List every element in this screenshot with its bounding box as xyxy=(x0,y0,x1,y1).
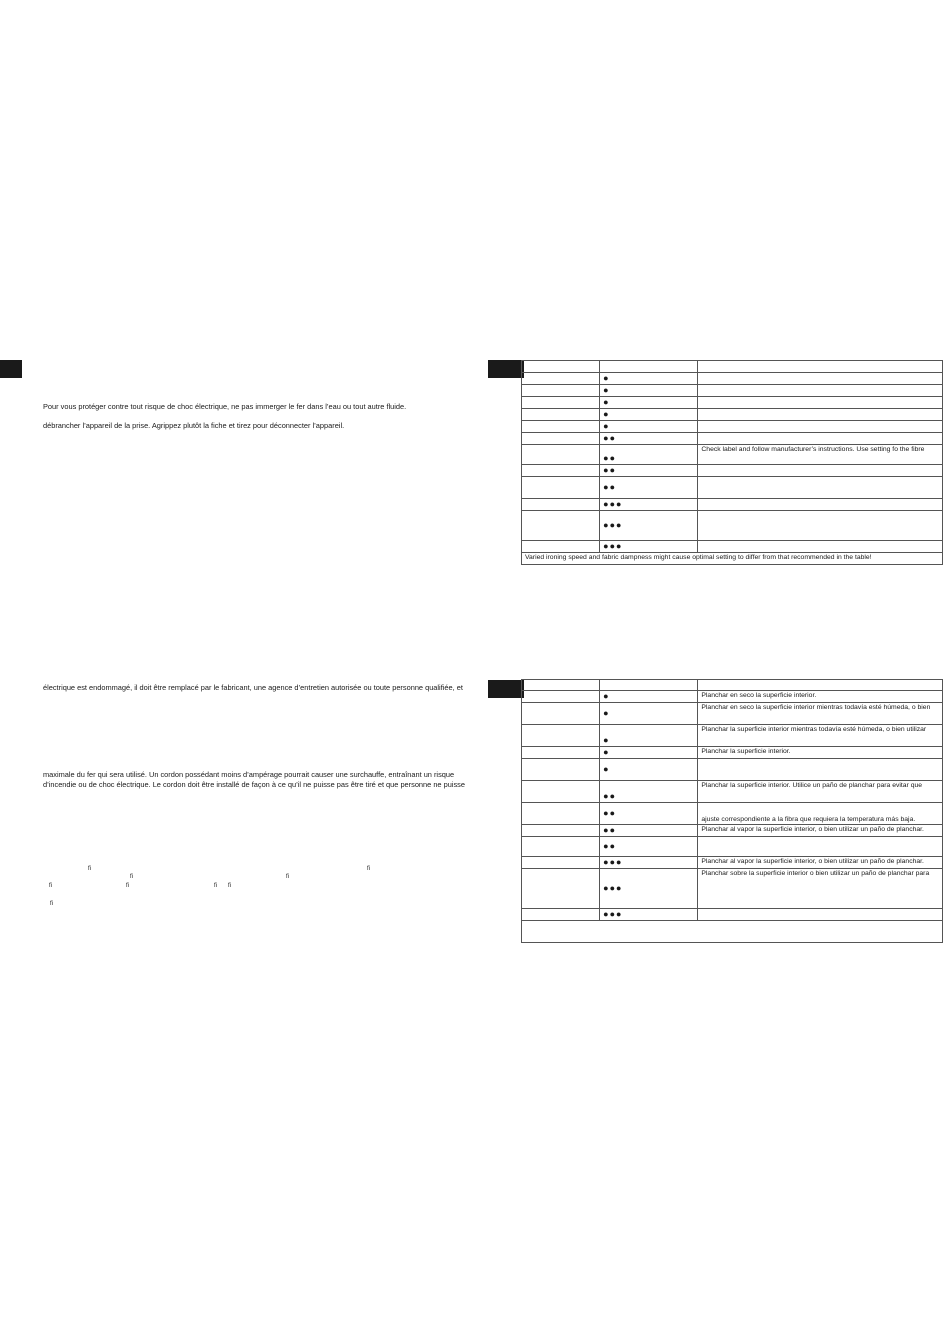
paragraph-5: d’incendie ou de choc électrique. Le cordon doit être installé de façon à ce qu’il ne puisse pas être tiré et que personne ne puisse xyxy=(43,780,465,789)
table-row xyxy=(522,703,943,725)
instruction-text: Planchar la superficie interior mientras todavía esté húmeda, o bien utilizar xyxy=(698,725,943,747)
heat-dots: ● xyxy=(603,385,610,395)
section-tab-spanish xyxy=(488,680,524,698)
heat-dots: ●● xyxy=(603,482,617,492)
instruction-text: Planchar en seco la superficie interior. xyxy=(698,691,943,703)
heat-dots: ● xyxy=(603,373,610,383)
table-footer-row xyxy=(522,553,943,565)
table-row xyxy=(522,465,943,477)
stray-ligature: ﬁ xyxy=(214,883,217,889)
table-row xyxy=(522,397,943,409)
paragraph-2: débrancher l’appareil de la prise. Agrippez plutôt la fiche et tirez pour déconnecter l’appareil. xyxy=(43,421,345,430)
heat-dots: ●● xyxy=(603,841,617,851)
paragraph-3: électrique est endommagé, il doit être remplacé par le fabricant, une agence d’entretien autorisée ou toute personne qualifiée, et xyxy=(43,683,463,692)
table-row xyxy=(522,869,943,909)
table-row xyxy=(522,445,943,465)
table-row xyxy=(522,361,943,373)
table-row xyxy=(522,499,943,511)
table-footnote: Varied ironing speed and fabric dampness might cause optimal setting to differ from that recommended in the table! xyxy=(522,553,943,565)
stray-ligature: ﬁ xyxy=(126,883,129,889)
instruction-text: Planchar al vapor la superficie interior, o bien utilizar un paño de planchar. xyxy=(698,857,943,869)
section-tab-english xyxy=(488,360,524,378)
heat-dots: ●●● xyxy=(603,541,623,551)
heat-dots: ● xyxy=(603,735,610,745)
heat-dots: ●●● xyxy=(603,520,623,530)
heat-dots: ● xyxy=(603,409,610,419)
table-row xyxy=(522,909,943,921)
table-footnote xyxy=(522,921,943,943)
instruction-text: Planchar en seco la superficie interior mientras todavía esté húmeda, o bien xyxy=(698,703,943,725)
heat-dots: ● xyxy=(603,708,610,718)
table-row xyxy=(522,825,943,837)
table-row xyxy=(522,680,943,691)
instruction-text: Planchar sobre la superficie interior o bien utilizar un paño de planchar para xyxy=(698,869,943,909)
heat-dots: ● xyxy=(603,421,610,431)
heat-dots: ● xyxy=(603,691,610,701)
stray-ligature: ﬁ xyxy=(367,866,370,872)
stray-ligature: ﬁ xyxy=(228,883,231,889)
stray-ligature: ﬁ xyxy=(130,874,133,880)
table-row xyxy=(522,373,943,385)
heat-dots: ●●● xyxy=(603,909,623,919)
heat-dots: ●● xyxy=(603,791,617,801)
table-row xyxy=(522,385,943,397)
table-row xyxy=(522,409,943,421)
paragraph-4: maximale du fer qui sera utilisé. Un cordon possédant moins d’ampérage pourrait causer une surchauffe, entraînant un risque xyxy=(43,770,455,779)
instruction-text: Planchar la superficie interior. xyxy=(698,747,943,759)
table-footer-row xyxy=(522,921,943,943)
table-row xyxy=(522,421,943,433)
heat-dots: ●●● xyxy=(603,857,623,867)
stray-ligature: ﬁ xyxy=(88,866,91,872)
heat-dots: ●● xyxy=(603,465,617,475)
ironing-table-english xyxy=(521,360,943,565)
stray-ligature: ﬁ xyxy=(49,883,52,889)
table-row xyxy=(522,857,943,869)
table-row xyxy=(522,691,943,703)
table-row xyxy=(522,837,943,857)
heat-dots: ●●● xyxy=(603,883,623,893)
stray-ligature: ﬁ xyxy=(286,874,289,880)
table-row xyxy=(522,433,943,445)
table-row xyxy=(522,781,943,803)
instruction-text: ajuste correspondiente a la fibra que requiera la temperatura más baja. xyxy=(698,803,943,825)
section-tab-left xyxy=(0,360,22,378)
ironing-table-spanish xyxy=(521,679,943,943)
heat-dots: ●● xyxy=(603,825,617,835)
heat-dots: ●● xyxy=(603,433,617,443)
heat-dots: ● xyxy=(603,397,610,407)
instruction-text: Planchar la superficie interior. Utilice un paño de planchar para evitar que xyxy=(698,781,943,803)
heat-dots: ● xyxy=(603,764,610,774)
paragraph-1: Pour vous protéger contre tout risque de choc électrique, ne pas immerger le fer dans l’eau ou tout autre fluide. xyxy=(43,402,407,411)
heat-dots: ●● xyxy=(603,808,617,818)
table-row xyxy=(522,511,943,541)
stray-ligature: ﬁ xyxy=(50,901,53,907)
heat-dots: ● xyxy=(603,747,610,757)
table-row xyxy=(522,747,943,759)
heat-dots: ●● xyxy=(603,453,617,463)
table-row xyxy=(522,803,943,825)
table-row xyxy=(522,725,943,747)
instruction-text: Planchar al vapor la superficie interior, o bien utilizar un paño de planchar. xyxy=(698,825,943,837)
table-row xyxy=(522,541,943,553)
table-row xyxy=(522,759,943,781)
instruction-text: Check label and follow manufacturer’s instructions. Use setting fo the fibre xyxy=(698,445,943,465)
heat-dots: ●●● xyxy=(603,499,623,509)
table-row xyxy=(522,477,943,499)
